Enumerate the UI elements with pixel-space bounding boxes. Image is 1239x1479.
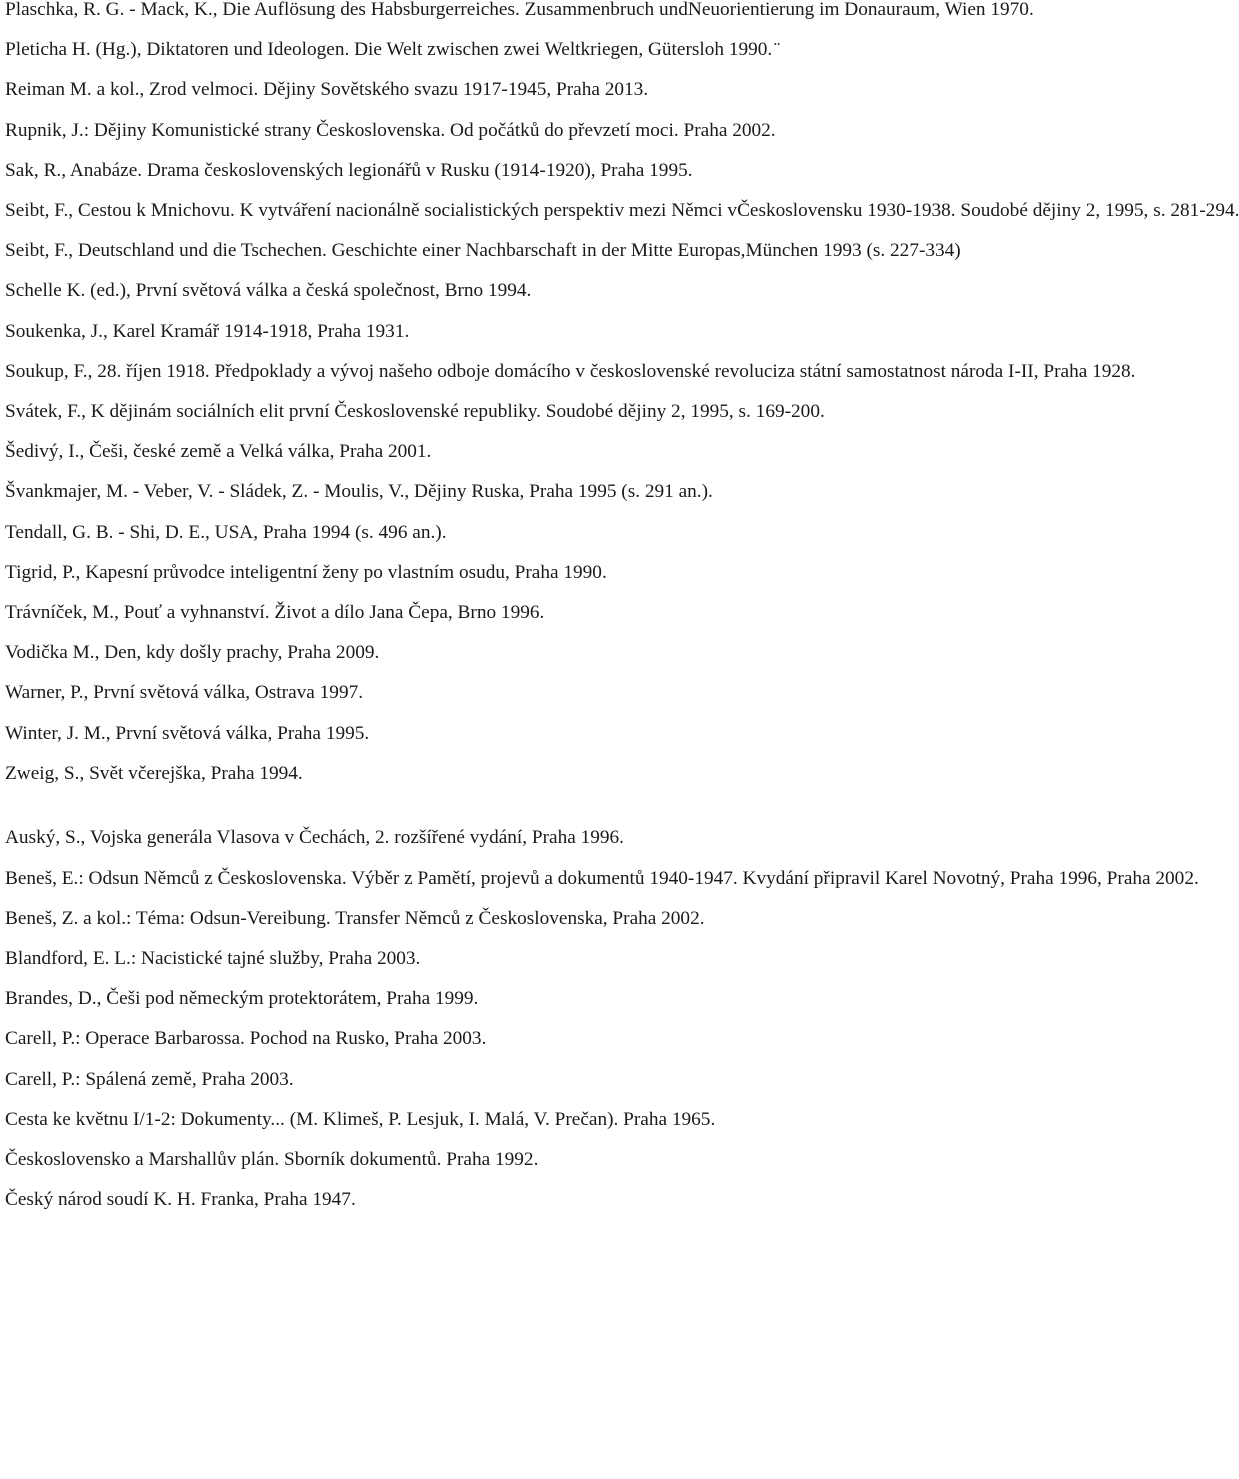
entry-line: Pleticha H. (Hg.), Diktatoren und Ideologen. Die Welt zwischen zwei Weltkriegen, Gütersloh 1990. ̈ [5, 39, 778, 61]
entry-line: Československo a Marshallův plán. Sborník dokumentů. Praha 1992. [5, 1149, 539, 1171]
bibliography-entry [5, 557, 955, 589]
bibliography-entry [5, 316, 955, 348]
entry-line: Blandford, E. L.: Nacistické tajné služby, Praha 2003. [5, 948, 421, 970]
entry-line: Český národ soudí K. H. Franka, Praha 1947. [5, 1189, 356, 1211]
bibliography-entry [5, 0, 1034, 26]
bibliography-entry [5, 822, 955, 854]
bibliography-entry [5, 1064, 955, 1096]
entry-line: Soukenka, J., Karel Kramář 1914-1918, Praha 1931. [5, 320, 410, 342]
bibliography-entry [5, 903, 955, 935]
entry-line: Seibt, F., Deutschland und die Tschechen. Geschichte einer Nachbarschaft in der Mitte Europas, [5, 240, 746, 262]
bibliography-entry [5, 1023, 955, 1055]
bibliography-entry [5, 476, 955, 508]
entry-line: Winter, J. M., První světová válka, Praha 1995. [5, 722, 370, 744]
entry-line: vydání připravil Karel Novotný, Praha 1996, Praha 2002. [756, 867, 1199, 889]
bibliography-entry [5, 195, 1239, 227]
entry-line: Carell, P.: Spálená země, Praha 2003. [5, 1068, 294, 1090]
entry-line: Vodička M., Den, kdy došly prachy, Praha 2009. [5, 642, 380, 664]
bibliography-entry [5, 115, 955, 147]
bibliography-entry [5, 275, 955, 307]
entry-line: Československu 1930-1938. Soudobé dějiny 2, 1995, s. 281-294. [737, 200, 1239, 222]
bibliography-group-1 [5, 0, 1239, 790]
bibliography-entry [5, 34, 955, 66]
entry-line: Soukup, F., 28. říjen 1918. Předpoklady a vývoj našeho odboje domácího v československé revoluci [5, 360, 778, 382]
entry-line: Trávníček, M., Pouť a vyhnanství. Život a dílo Jana Čepa, Brno 1996. [5, 602, 545, 624]
bibliography-entry [5, 517, 955, 549]
bibliography-page [5, 0, 1239, 1216]
entry-line: Schelle K. (ed.), První světová válka a česká společnost, Brno 1994. [5, 280, 532, 302]
entry-line: Cesta ke květnu I/1-2: Dokumenty... (M. Klimeš, P. Lesjuk, I. Malá, V. Prečan). Praha 1965. [5, 1108, 716, 1130]
entry-line: Beneš, Z. a kol.: Téma: Odsun-Vereibung. Transfer Němců z Československa, Praha 2002. [5, 907, 705, 929]
bibliography-entry [5, 677, 955, 709]
bibliography-entry [5, 718, 955, 750]
bibliography-entry [5, 396, 955, 428]
bibliography-group-2 [5, 822, 1199, 1216]
entry-line: Šedivý, I., Češi, české země a Velká válka, Praha 2001. [5, 441, 432, 463]
entry-line: Rupnik, J.: Dějiny Komunistické strany Československa. Od počátků do převzetí moci. Praha 2002. [5, 119, 776, 141]
entry-line: Reiman M. a kol., Zrod velmoci. Dějiny Sovětského svazu 1917-1945, Praha 2013. [5, 79, 649, 101]
entry-line: München 1993 (s. 227-334) [745, 240, 961, 262]
bibliography-entry [5, 1144, 955, 1176]
bibliography-entry [5, 863, 1199, 895]
bibliography-entry [5, 1104, 955, 1136]
entry-line: Warner, P., První světová válka, Ostrava 1997. [5, 682, 364, 704]
entry-line: Carell, P.: Operace Barbarossa. Pochod na Rusko, Praha 2003. [5, 1028, 487, 1050]
entry-line: Beneš, E.: Odsun Němců z Československa. Výběr z Pamětí, projevů a dokumentů 1940-1947. K [5, 867, 757, 889]
entry-line: za státní samostatnost národa I-II, Praha 1928. [777, 360, 1136, 382]
bibliography-entry [5, 597, 955, 629]
entry-line: Neuorientierung im Donauraum, Wien 1970. [687, 0, 1034, 20]
bibliography-entry [5, 235, 961, 267]
entry-line: Zweig, S., Svět včerejška, Praha 1994. [5, 762, 303, 784]
bibliography-entry [5, 943, 955, 975]
entry-line: Tigrid, P., Kapesní průvodce inteligentní ženy po vlastním osudu, Praha 1990. [5, 561, 607, 583]
entry-line: Švankmajer, M. - Veber, V. - Sládek, Z. - Moulis, V., Dějiny Ruska, Praha 1995 (s. 291 an.). [5, 481, 713, 503]
entry-line: Svátek, F., K dějinám sociálních elit první Československé republiky. Soudobé dějiny 2, 1995, s. 169- [5, 401, 792, 423]
entry-line: Plaschka, R. G. - Mack, K., Die Auflösung des Habsburgerreiches. Zusammenbruch und [5, 0, 688, 20]
bibliography-entry [5, 356, 1136, 388]
bibliography-entry [5, 155, 955, 187]
bibliography-entry [5, 1184, 955, 1216]
bibliography-entry [5, 637, 955, 669]
entry-line: Sak, R., Anabáze. Drama československých legionářů v Rusku (1914-1920), Praha 1995. [5, 159, 693, 181]
entry-line: Seibt, F., Cestou k Mnichovu. K vytváření nacionálně socialistických perspektiv mezi Němci v [5, 200, 738, 222]
entry-line: Auský, S., Vojska generála Vlasova v Čechách, 2. rozšířené vydání, Praha 1996. [5, 827, 625, 849]
bibliography-entry [5, 758, 955, 790]
entry-line: Tendall, G. B. - Shi, D. E., USA, Praha 1994 (s. 496 an.). [5, 521, 447, 543]
bibliography-entry [5, 436, 955, 468]
entry-line: Brandes, D., Češi pod německým protektorátem, Praha 1999. [5, 988, 479, 1010]
bibliography-entry [5, 983, 955, 1015]
entry-line: 200. [791, 401, 825, 423]
bibliography-entry [5, 74, 955, 106]
